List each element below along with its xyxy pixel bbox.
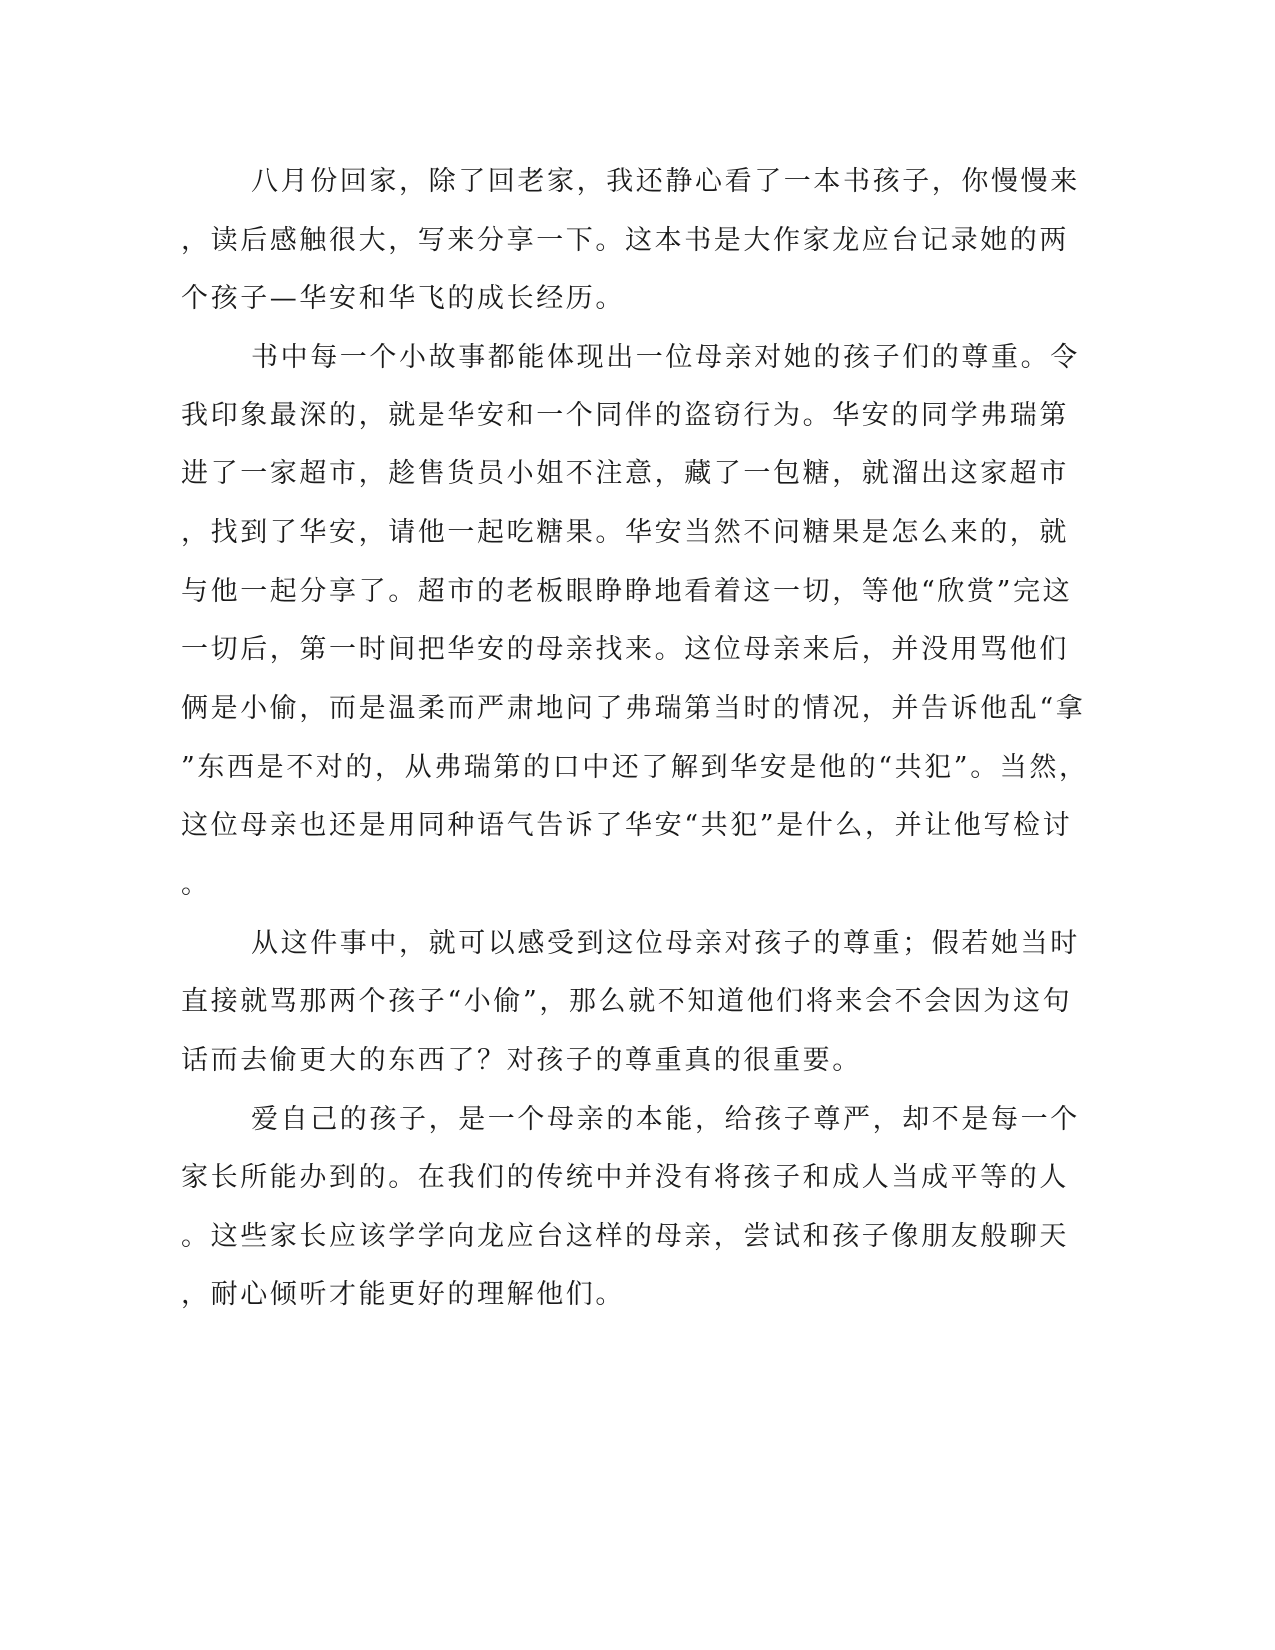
paragraph-2-line-2: 我印象最深的，就是华安和一个同伴的盗窃行为。华安的同学弗瑞第 bbox=[181, 400, 1069, 431]
paragraph-1-line-2: ，读后感触很大，写来分享一下。这本书是大作家龙应台记录她的两 bbox=[181, 225, 1069, 256]
paragraph-2-line-7: 俩是小偷，而是温柔而严肃地问了弗瑞第当时的情况，并告诉他乱“拿 bbox=[181, 693, 1086, 724]
paragraph-3-line-1: 从这件事中，就可以感受到这位母亲对孩子的尊重；假若她当时 bbox=[251, 928, 1080, 959]
paragraph-3-line-3: 话而去偷更大的东西了？对孩子的尊重真的很重要。 bbox=[181, 1045, 862, 1076]
paragraph-3-line-2: 直接就骂那两个孩子“小偷”，那么就不知道他们将来会不会因为这句 bbox=[181, 986, 1073, 1017]
paragraph-2-line-6: 一切后，第一时间把华安的母亲找来。这位母亲来后，并没用骂他们 bbox=[181, 634, 1069, 665]
paragraph-1-line-1: 八月份回家，除了回老家，我还静心看了一本书孩子，你慢慢来 bbox=[251, 166, 1080, 197]
paragraph-2-line-8: ”东西是不对的，从弗瑞第的口中还了解到华安是他的“共犯”。当然， bbox=[181, 752, 1089, 783]
paragraph-4-line-4: ，耐心倾听才能更好的理解他们。 bbox=[181, 1279, 625, 1310]
paragraph-2-line-3: 进了一家超市，趁售货员小姐不注意，藏了一包糖，就溜出这家超市 bbox=[181, 458, 1069, 489]
paragraph-2-line-5: 与他一起分享了。超市的老板眼睁睁地看着这一切，等他“欣赏”完这 bbox=[181, 576, 1073, 607]
paragraph-4-line-3: 。这些家长应该学学向龙应台这样的母亲，尝试和孩子像朋友般聊天 bbox=[181, 1221, 1069, 1252]
paragraph-1-line-3: 个孩子—华安和华飞的成长经历。 bbox=[181, 283, 625, 314]
paragraph-4-line-2: 家长所能办到的。在我们的传统中并没有将孩子和成人当成平等的人 bbox=[181, 1162, 1069, 1193]
paragraph-2-line-1: 书中每一个小故事都能体现出一位母亲对她的孩子们的尊重。令 bbox=[251, 342, 1080, 373]
paragraph-2-line-10: 。 bbox=[181, 869, 211, 900]
paragraph-4-line-1: 爱自己的孩子，是一个母亲的本能，给孩子尊严，却不是每一个 bbox=[251, 1104, 1080, 1135]
paragraph-2-line-4: ，找到了华安，请他一起吃糖果。华安当然不问糖果是怎么来的，就 bbox=[181, 517, 1069, 548]
paragraph-2-line-9: 这位母亲也还是用同种语气告诉了华安“共犯”是什么，并让他写检讨 bbox=[181, 810, 1073, 841]
